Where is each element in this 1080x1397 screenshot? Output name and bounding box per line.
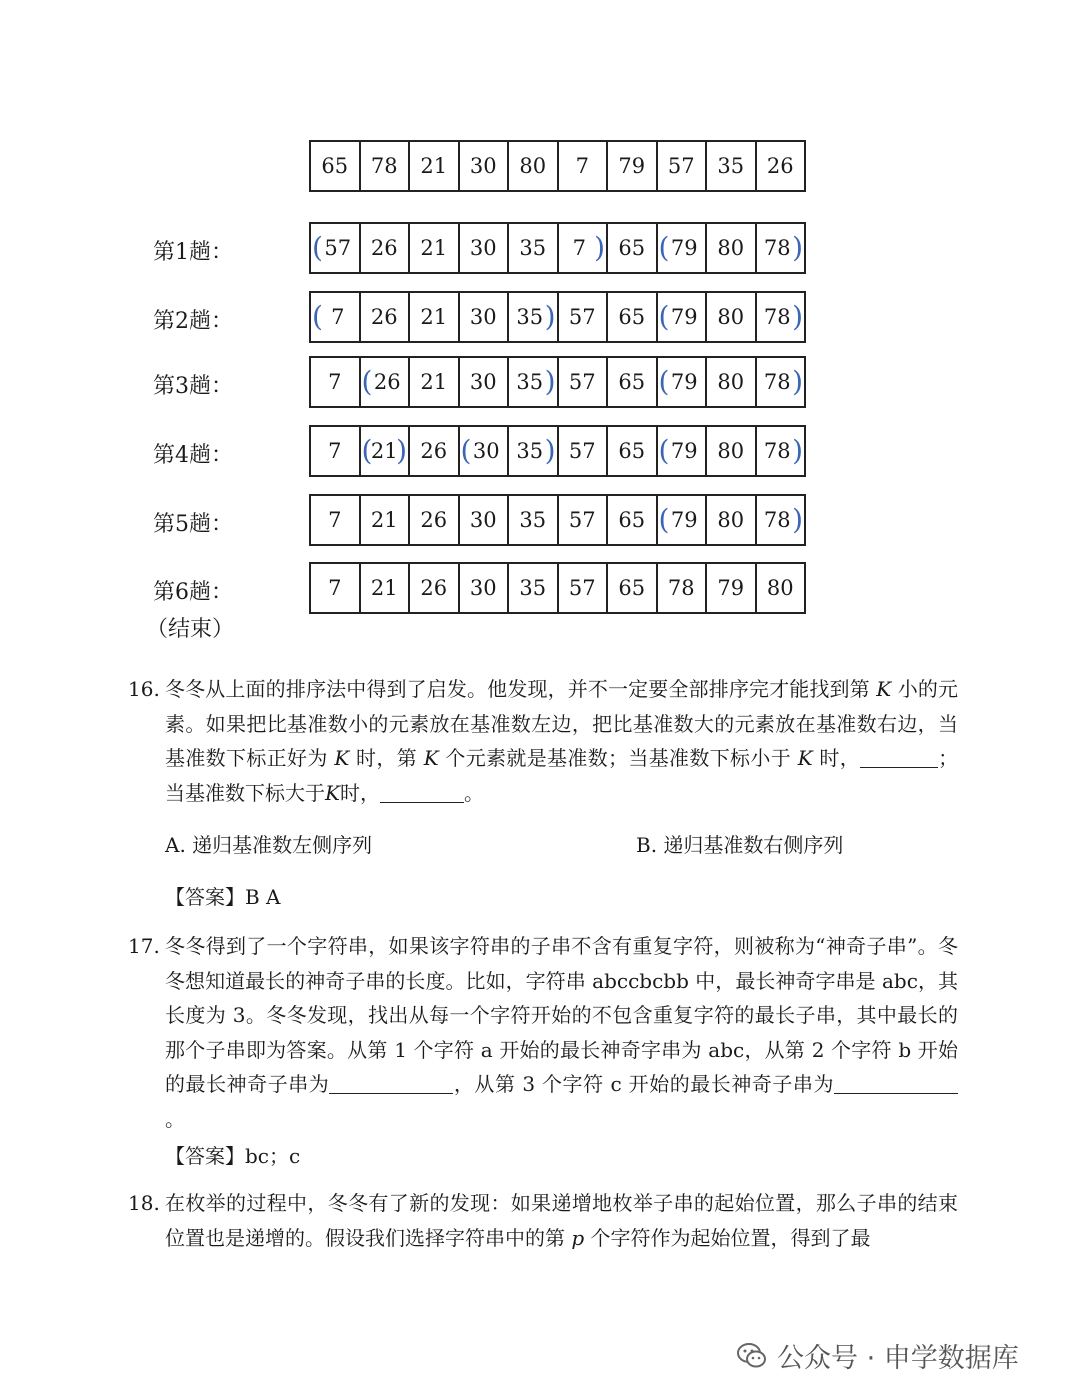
array-cell	[557, 356, 609, 408]
array-cell	[656, 356, 708, 408]
array-cell	[458, 291, 510, 343]
array-cell	[507, 291, 559, 343]
pass-array	[309, 425, 806, 477]
array-cell	[557, 562, 609, 614]
question-18	[128, 1186, 958, 1255]
array-cell	[458, 140, 510, 192]
answer-blank[interactable]	[329, 1073, 453, 1094]
array-cell	[309, 494, 361, 546]
right-paren-mark: )	[792, 434, 803, 467]
answer-blank[interactable]	[380, 782, 464, 803]
cell-value: 57	[667, 154, 695, 178]
cell-value: 26	[420, 576, 448, 600]
initial-array	[309, 140, 806, 192]
array-cell	[755, 356, 807, 408]
left-paren-mark: (	[312, 300, 323, 333]
cell-value: 80	[717, 236, 745, 260]
answer-16: 【答案】B A	[165, 885, 281, 909]
array-cell	[755, 140, 807, 192]
cell-value: 65	[618, 508, 646, 532]
array-cell	[656, 562, 708, 614]
array-cell	[309, 140, 361, 192]
cell-value: 30	[472, 439, 500, 463]
cell-value: 79	[670, 439, 698, 463]
pass-label: 第4趟：	[153, 443, 233, 468]
array-cell	[557, 494, 609, 546]
cell-value: 35	[516, 305, 544, 329]
array-cell	[359, 140, 411, 192]
array-cell	[557, 140, 609, 192]
array-cell	[408, 356, 460, 408]
array-cell	[656, 222, 708, 274]
cell-value: 79	[717, 576, 745, 600]
cell-value: 7	[331, 305, 345, 329]
question-number: 18.	[128, 1191, 160, 1215]
array-cell	[309, 356, 361, 408]
array-cell	[755, 494, 807, 546]
cell-value: 78	[763, 439, 791, 463]
cell-value: 57	[568, 576, 596, 600]
cell-value: 21	[420, 154, 448, 178]
right-paren-mark: )	[792, 503, 803, 536]
pass-array	[309, 291, 806, 343]
array-cell	[359, 356, 411, 408]
cell-value: 79	[670, 305, 698, 329]
array-cell	[408, 425, 460, 477]
pass-array	[309, 356, 806, 408]
array-cell	[359, 562, 411, 614]
pass-array	[309, 494, 806, 546]
cell-value: 78	[763, 305, 791, 329]
array-cell	[755, 562, 807, 614]
array-cell	[705, 222, 757, 274]
cell-value: 7	[328, 508, 342, 532]
array-cell	[458, 356, 510, 408]
cell-value: 79	[670, 370, 698, 394]
cell-value: 35	[717, 154, 745, 178]
cell-value: 79	[618, 154, 646, 178]
array-cell	[557, 222, 609, 274]
array-cell	[557, 291, 609, 343]
answer-blank[interactable]	[860, 747, 938, 768]
cell-value: 57	[568, 439, 596, 463]
left-paren-mark: (	[361, 365, 373, 398]
left-paren-mark: (	[658, 231, 670, 264]
array-cell	[458, 425, 510, 477]
cell-value: 21	[420, 370, 448, 394]
array-cell	[606, 222, 658, 274]
cell-value: 26	[373, 370, 401, 394]
cell-value: 80	[717, 439, 745, 463]
right-paren-mark: )	[544, 434, 556, 467]
cell-value: 35	[519, 576, 547, 600]
watermark	[737, 1336, 1019, 1375]
cell-value: 21	[420, 236, 448, 260]
array-cell	[507, 494, 559, 546]
cell-value: 57	[568, 508, 596, 532]
cell-value: 35	[516, 370, 544, 394]
array-cell	[705, 140, 757, 192]
array-cell	[705, 425, 757, 477]
left-paren-mark: (	[361, 434, 373, 467]
cell-value: 65	[618, 576, 646, 600]
cell-value: 78	[763, 370, 791, 394]
right-paren-mark: )	[792, 300, 803, 333]
array-cell	[359, 222, 411, 274]
cell-value: 21	[420, 305, 448, 329]
cell-value: 21	[370, 576, 398, 600]
array-cell	[309, 425, 361, 477]
array-cell	[656, 494, 708, 546]
array-cell	[359, 291, 411, 343]
cell-value: 7	[575, 154, 589, 178]
array-cell	[755, 222, 807, 274]
array-cell	[557, 425, 609, 477]
array-cell	[359, 494, 411, 546]
array-cell	[507, 140, 559, 192]
right-paren-mark: )	[544, 365, 556, 398]
right-paren-mark: )	[544, 300, 556, 333]
pass-label: 第3趟：	[153, 374, 233, 399]
array-cell	[606, 140, 658, 192]
pass-label: 第2趟：	[153, 309, 233, 334]
watermark-text: 公众号 · 申学数据库	[777, 1343, 1019, 1374]
right-paren-mark: )	[594, 231, 605, 264]
array-cell	[507, 562, 559, 614]
option-a: A. 递归基准数左侧序列	[165, 833, 373, 857]
pass-array	[309, 222, 806, 274]
left-paren-mark: (	[658, 300, 670, 333]
answer-blank[interactable]	[834, 1073, 958, 1094]
array-cell	[309, 222, 361, 274]
left-paren-mark: (	[460, 434, 472, 467]
array-cell	[606, 356, 658, 408]
cell-value: 30	[469, 508, 497, 532]
end-label: （结束）	[146, 617, 235, 642]
question-text: 冬冬得到了一个字符串，如果该字符串的子串不含有重复字符，则被称为“神奇子串”。冬冬想知道最长的神奇子串的长度。比如，字符串 abccbcbb 中，最长神奇字串是 abc，其长度为 3。冬冬发现，找出从每一个字符开始的不包含重复字符的最长子串，其中最长的那个子串即为答案。从第 1 个字符 a 开始的最长神奇字串为 abc，从第 2 个字符 b 开始的最长神奇子串为 ，从第 3 个字符 c 开始的最长神奇子串为。	[165, 934, 958, 1131]
cell-value: 78	[763, 508, 791, 532]
cell-value: 26	[370, 305, 398, 329]
cell-value: 80	[717, 370, 745, 394]
array-cell	[606, 494, 658, 546]
array-cell	[705, 494, 757, 546]
cell-value: 78	[667, 576, 695, 600]
right-paren-mark: )	[396, 434, 407, 467]
cell-value: 26	[370, 236, 398, 260]
left-paren-mark: (	[658, 365, 670, 398]
question-text: 在枚举的过程中，冬冬有了新的发现：如果递增地枚举子串的起始位置，那么子串的结束位置也是递增的。假设我们选择字符串中的第 p 个字符作为起始位置，得到了最	[165, 1191, 958, 1250]
array-cell	[408, 494, 460, 546]
question-16	[128, 672, 958, 810]
pass-label: 第5趟：	[153, 512, 233, 537]
array-cell	[606, 562, 658, 614]
cell-value: 7	[328, 370, 342, 394]
cell-value: 80	[717, 508, 745, 532]
array-cell	[507, 356, 559, 408]
array-cell	[705, 562, 757, 614]
cell-value: 35	[519, 508, 547, 532]
cell-value: 7	[328, 576, 342, 600]
array-cell	[755, 291, 807, 343]
array-cell	[458, 222, 510, 274]
cell-value: 21	[370, 439, 398, 463]
array-cell	[408, 222, 460, 274]
left-paren-mark: (	[658, 434, 670, 467]
question-number: 17.	[128, 934, 160, 958]
cell-value: 65	[618, 439, 646, 463]
array-cell	[705, 291, 757, 343]
array-cell	[507, 425, 559, 477]
array-cell	[755, 425, 807, 477]
cell-value: 21	[370, 508, 398, 532]
array-cell	[656, 425, 708, 477]
cell-value: 79	[670, 236, 698, 260]
cell-value: 30	[469, 236, 497, 260]
cell-value: 30	[469, 305, 497, 329]
right-paren-mark: )	[792, 365, 803, 398]
array-cell	[656, 291, 708, 343]
cell-value: 57	[324, 236, 352, 260]
array-cell	[359, 425, 411, 477]
cell-value: 78	[370, 154, 398, 178]
cell-value: 57	[568, 305, 596, 329]
array-cell	[408, 562, 460, 614]
cell-value: 80	[766, 576, 794, 600]
left-paren-mark: (	[658, 503, 670, 536]
cell-value: 80	[519, 154, 547, 178]
array-cell	[507, 222, 559, 274]
cell-value: 35	[516, 439, 544, 463]
cell-value: 57	[568, 370, 596, 394]
pass-array	[309, 562, 806, 614]
right-paren-mark: )	[792, 231, 803, 264]
wechat-icon	[737, 1342, 767, 1370]
array-cell	[458, 494, 510, 546]
array-cell	[705, 356, 757, 408]
cell-value: 80	[717, 305, 745, 329]
left-paren-mark: (	[312, 231, 323, 264]
array-cell	[606, 425, 658, 477]
question-17	[128, 929, 958, 1136]
cell-value: 65	[618, 305, 646, 329]
option-b: B. 递归基准数右侧序列	[636, 833, 844, 857]
cell-value: 26	[420, 508, 448, 532]
cell-value: 30	[469, 370, 497, 394]
cell-value: 26	[420, 439, 448, 463]
cell-value: 35	[519, 236, 547, 260]
cell-value: 65	[618, 236, 646, 260]
cell-value: 26	[766, 154, 794, 178]
array-cell	[309, 291, 361, 343]
question-number: 16.	[128, 677, 160, 701]
cell-value: 79	[670, 508, 698, 532]
cell-value: 30	[469, 154, 497, 178]
cell-value: 65	[321, 154, 349, 178]
cell-value: 30	[469, 576, 497, 600]
cell-value: 7	[572, 236, 586, 260]
array-cell	[458, 562, 510, 614]
cell-value: 78	[763, 236, 791, 260]
cell-value: 65	[618, 370, 646, 394]
pass-label: 第6趟：	[153, 580, 233, 605]
array-cell	[309, 562, 361, 614]
cell-value: 7	[328, 439, 342, 463]
pass-label: 第1趟：	[153, 240, 233, 265]
array-cell	[606, 291, 658, 343]
array-cell	[408, 291, 460, 343]
array-cell	[656, 140, 708, 192]
question-text: 冬冬从上面的排序法中得到了启发。他发现，并不一定要全部排序完才能找到第 K 小的元素。如果把比基准数小的元素放在基准数左边，把比基准数大的元素放在基准数右边，当基准数下标正好为 K 时，第 K 个元素就是基准数；当基准数下标小于 K 时， ；当基准数下标大于K时， 。	[165, 677, 959, 805]
array-cell	[408, 140, 460, 192]
answer-17: 【答案】bc；c	[165, 1144, 301, 1168]
